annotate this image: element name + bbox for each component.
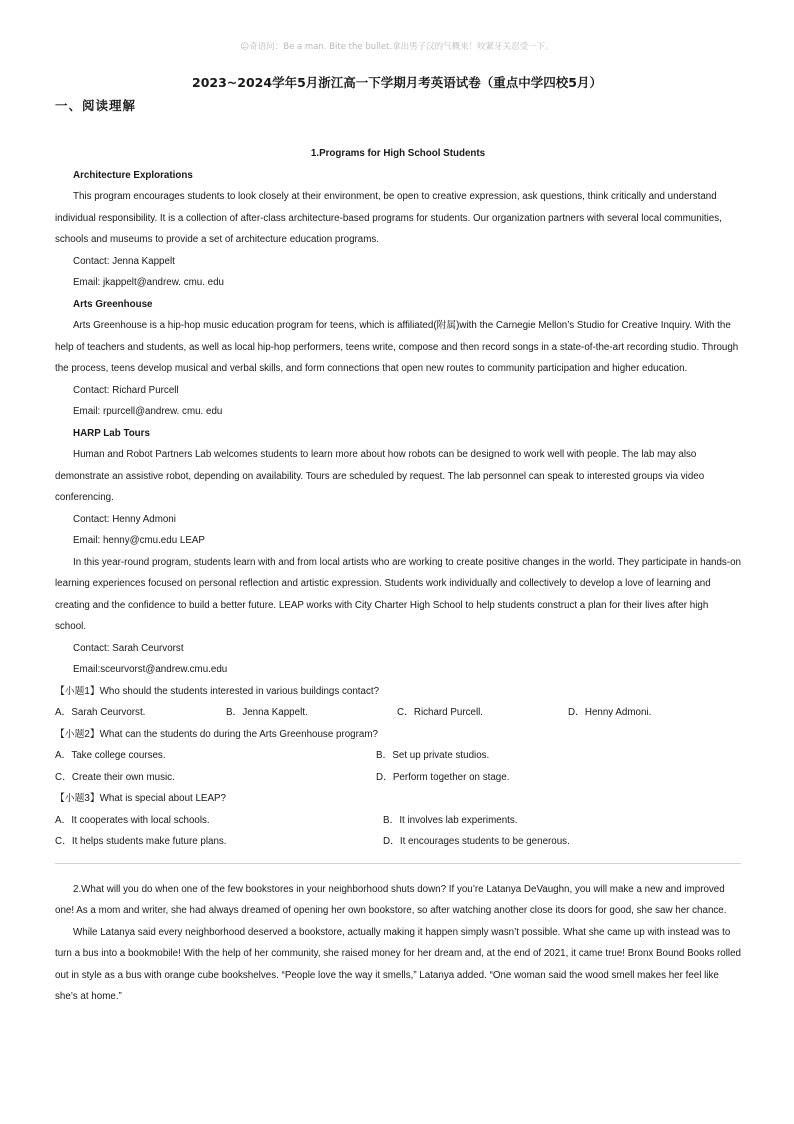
- leap-contact: Contact: Sarah Ceurvorst: [73, 642, 184, 654]
- question-options: [55, 810, 741, 832]
- question-options: [55, 831, 741, 853]
- option-d[interactable]: D．Perform together on stage.: [376, 771, 510, 783]
- leap-email: Email:sceurvorst@andrew.cmu.edu: [73, 664, 228, 675]
- program-email: Email: jkappelt@andrew. cmu. edu: [73, 277, 224, 288]
- option-a[interactable]: A．It cooperates with local schools.: [55, 814, 210, 826]
- watermark: ☺奇语问：Be a man. Bite the bullet.拿出男子汉的气概来！咬紧牙关忍受一下。: [240, 42, 554, 52]
- option-a[interactable]: A．Take college courses.: [55, 750, 166, 761]
- program-contact: Contact: Jenna Kappelt: [73, 255, 175, 267]
- option-c[interactable]: C．Richard Purcell.: [397, 707, 484, 718]
- passage1-heading: 1.Programs for High School Students: [310, 148, 486, 159]
- option-b[interactable]: B．Jenna Kappelt.: [226, 707, 308, 718]
- question-options: [55, 702, 741, 724]
- option-a[interactable]: A．Sarah Ceurvorst.: [55, 707, 146, 718]
- exam-content: [55, 143, 741, 1008]
- program-body: This program encourages students to look closely at their environment, be open to creative expression, ask questions, think critically and understand individual responsibility. It is a collection of after-class architecture-based programs for students. Our organization partners with several local communities, schools and museums to provide a set of architecture education programs.: [55, 191, 722, 245]
- question-options: [55, 745, 741, 767]
- page-title: 2023~2024学年5月浙江高一下学期月考英语试卷（重点中学四校5月）: [192, 75, 602, 90]
- option-c[interactable]: C．Create their own music.: [55, 771, 175, 783]
- program-body: Arts Greenhouse is a hip-hop music education program for teens, which is affiliated(附属)with the Carnegie Mellon’s Studio for Creative Inquiry. With the help of teachers and students, as well as local hip-hop performers, teens write, compose and then record songs in a state-of-the-art recording studio. Through the process, teens develop musical and verbal skills, and form connections that open new routes to community participation and higher education.: [55, 320, 739, 374]
- passage2-paragraph: 2.What will you do when one of the few bookstores in your neighborhood shuts down? If you’re Latanya DeVaughn, you will make a new and improved one! As a mom and writer, she had always dreamed of opening her own bookstore, so after watching another close its doors for good, she saw her chance.: [55, 883, 727, 916]
- question-stem: 【小题2】What can the students do during the Arts Greenhouse program?: [55, 728, 378, 740]
- leap-body: In this year-round program, students learn with and from local artists who are working to create positive changes in the world. They participate in hands-on learning experiences focused on personal reflection and artistic expression. Students work individually and collectively to develop a love of learning and creating and the confidence to build a better future. LEAP works with City Charter High School to help students construct a plan for their lives after high school.: [55, 556, 741, 632]
- program-name: HARP Lab Tours: [73, 427, 150, 439]
- option-b[interactable]: B．Set up private studios.: [376, 750, 490, 761]
- passage2-paragraph: While Latanya said every neighborhood deserved a bookstore, actually making it happen simply wasn’t possible. What she came up with instead was to turn a bus into a bookmobile! With the help of her community, she raised money for her dream and, at the end of 2021, it came true! Bronx Bound Books rolled out in style as a bus with orange cube bookshelves. “People love the way it smells,” Latanya added. “One woman said the wood smell makes her feel like she’s at home.”: [55, 926, 741, 1002]
- program-contact: Contact: Henny Admoni: [73, 513, 176, 525]
- program-name: Architecture Explorations: [73, 169, 193, 181]
- option-d[interactable]: D．Henny Admoni.: [568, 707, 652, 718]
- question-stem: 【小题1】Who should the students interested in various buildings contact?: [55, 685, 380, 697]
- option-b[interactable]: B．It involves lab experiments.: [383, 814, 518, 826]
- question-stem: 【小题3】What is special about LEAP?: [55, 793, 226, 804]
- section-heading: 一、阅读理解: [55, 98, 137, 113]
- program-name: Arts Greenhouse: [73, 298, 153, 310]
- program-contact: Contact: Richard Purcell: [73, 384, 179, 396]
- program-body: Human and Robot Partners Lab welcomes students to learn more about how robots can be designed to work well with people. The lab may also demonstrate an assistive robot, depending on availability. Tours are scheduled by request. The lab personnel can speak to interested groups via video conferencing.: [55, 449, 705, 503]
- program-email: Email: henny@cmu.edu LEAP: [73, 535, 205, 546]
- program-email: Email: rpurcell@andrew. cmu. edu: [73, 406, 223, 417]
- option-d[interactable]: D．It encourages students to be generous.: [383, 836, 570, 847]
- question-options: [55, 767, 741, 789]
- divider: [55, 863, 741, 864]
- option-c[interactable]: C．It helps students make future plans.: [55, 836, 227, 847]
